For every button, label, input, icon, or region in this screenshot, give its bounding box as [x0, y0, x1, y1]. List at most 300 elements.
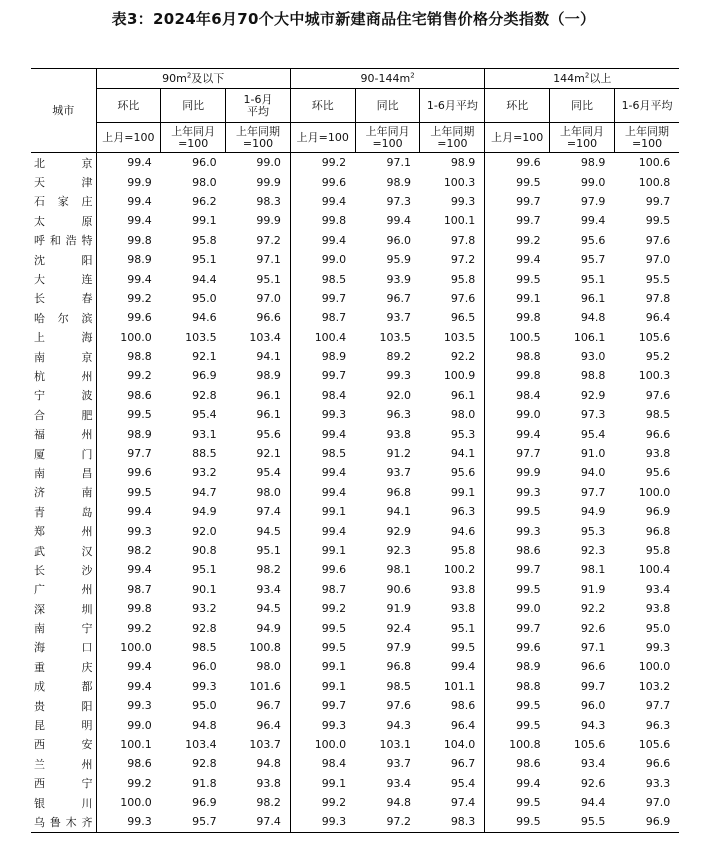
city-name: 深圳	[34, 602, 93, 616]
city-name: 贵阳	[34, 699, 93, 713]
city-name: 杭州	[34, 369, 93, 383]
index-value: 97.6	[645, 388, 671, 402]
index-value: 98.9	[96, 424, 161, 443]
index-value: 99.2	[96, 289, 161, 308]
index-value: 95.5	[550, 812, 615, 832]
index-value: 98.9	[96, 250, 161, 269]
index-value: 97.8	[450, 233, 476, 247]
index-value: 96.9	[192, 369, 217, 383]
table-row	[31, 580, 679, 599]
index-value: 105.6	[638, 737, 671, 751]
table-row	[31, 347, 679, 366]
index-value: 95.1	[192, 253, 217, 267]
index-value: 99.0	[256, 156, 281, 170]
index-value: 98.4	[485, 386, 550, 405]
index-value: 93.2	[192, 602, 217, 616]
index-value: 91.0	[580, 447, 606, 461]
index-value: 103.1	[379, 737, 411, 751]
index-value: 96.9	[645, 505, 671, 519]
index-value: 99.9	[256, 214, 281, 228]
index-value: 98.8	[96, 347, 161, 366]
table-row	[31, 211, 679, 230]
index-value: 95.1	[192, 563, 217, 577]
group-header-medium: $90-144m^2$	[290, 69, 484, 89]
index-value: 99.0	[485, 599, 550, 618]
index-value: 100.4	[290, 328, 355, 347]
index-value: 106.1	[573, 330, 606, 344]
index-value: 92.6	[580, 776, 606, 790]
index-value: 99.9	[96, 172, 161, 191]
index-value: 94.8	[192, 718, 217, 732]
index-value: 96.8	[386, 485, 411, 499]
city-name: 昆明	[34, 719, 93, 733]
city-name: 武汉	[34, 544, 93, 558]
index-value: 100.0	[638, 660, 671, 674]
index-value: 99.4	[96, 211, 161, 230]
city-name: 大连	[34, 273, 93, 287]
index-value: 99.5	[96, 405, 161, 424]
index-value: 95.8	[450, 544, 476, 557]
index-value: 100.9	[443, 369, 476, 383]
index-value: 92.1	[192, 350, 217, 364]
index-value: 98.6	[485, 754, 550, 773]
index-value: 99.5	[450, 640, 476, 654]
index-value: 97.7	[96, 444, 161, 463]
index-value: 99.2	[485, 231, 550, 250]
index-value: 97.9	[386, 640, 411, 654]
index-value: 98.0	[256, 485, 281, 499]
index-value: 95.9	[386, 253, 411, 267]
index-value: 98.5	[645, 408, 671, 422]
index-value: 97.4	[226, 812, 291, 832]
index-value: 99.8	[96, 231, 161, 250]
index-value: 99.1	[450, 485, 476, 499]
city-name: 天津	[34, 176, 93, 190]
index-value: 99.4	[96, 677, 161, 696]
index-value: 99.3	[96, 521, 161, 540]
index-value: 94.9	[256, 621, 281, 635]
index-value: 95.4	[192, 408, 217, 422]
table-row	[31, 153, 679, 173]
index-value: 95.1	[450, 621, 476, 635]
index-value: 96.1	[256, 388, 281, 402]
table-row	[31, 638, 679, 657]
index-value: 91.8	[192, 776, 217, 790]
index-value: 98.3	[256, 194, 281, 208]
index-value: 97.7	[580, 485, 606, 499]
index-value: 99.7	[580, 679, 606, 693]
index-value: 98.5	[290, 444, 355, 463]
index-value: 95.6	[580, 233, 606, 247]
city-name: 西宁	[34, 777, 93, 791]
index-value: 94.7	[192, 485, 217, 499]
index-value: 98.0	[192, 175, 217, 189]
base-header-1: 上月=100	[96, 123, 161, 153]
index-value: 96.0	[192, 660, 217, 674]
index-value: 96.1	[580, 291, 606, 305]
index-value: 99.2	[96, 366, 161, 385]
index-value: 98.1	[386, 563, 411, 577]
index-value: 95.6	[645, 466, 671, 480]
index-value: 92.9	[386, 524, 411, 538]
index-value: 94.1	[386, 505, 411, 519]
base-header-3: 上年同期 =100	[226, 123, 291, 153]
index-value: 88.5	[192, 447, 217, 461]
sub-header-6: 1-6月平均	[420, 89, 485, 123]
index-value: 92.0	[386, 388, 411, 402]
index-value: 98.2	[256, 563, 281, 577]
table-row	[31, 269, 679, 288]
index-value: 93.7	[386, 466, 411, 480]
base-header-6: 上年同期 =100	[420, 123, 485, 153]
index-value: 96.0	[192, 156, 217, 170]
index-value: 99.5	[485, 715, 550, 734]
index-value: 99.2	[290, 599, 355, 618]
city-name: 广州	[34, 583, 93, 597]
city-column-header: 城市	[31, 69, 96, 153]
index-value: 96.1	[450, 388, 476, 402]
table-row	[31, 366, 679, 385]
index-value: 99.4	[96, 657, 161, 676]
city-name: 重庆	[34, 660, 93, 674]
city-name: 海口	[34, 641, 93, 655]
base-header-8: 上年同月 =100	[550, 123, 615, 153]
table-row	[31, 618, 679, 637]
index-value: 99.1	[485, 289, 550, 308]
index-value: 94.9	[192, 505, 217, 519]
index-value: 97.2	[256, 233, 281, 247]
index-value: 94.8	[386, 796, 411, 810]
index-value: 95.5	[645, 272, 671, 286]
table-row	[31, 424, 679, 443]
index-value: 95.4	[450, 776, 476, 790]
index-value: 99.3	[386, 369, 411, 383]
sub-header-4: 环比	[290, 89, 355, 123]
index-value: 95.1	[256, 544, 281, 557]
city-name: 成都	[34, 680, 93, 694]
sub-header-2: 同比	[161, 89, 226, 123]
index-value: 100.8	[638, 175, 671, 189]
index-value: 94.6	[450, 524, 476, 538]
base-header-5: 上年同月 =100	[355, 123, 420, 153]
index-value: 97.2	[450, 253, 476, 267]
city-name: 长春	[34, 292, 93, 306]
index-value: 99.3	[485, 521, 550, 540]
index-value: 95.6	[450, 466, 476, 480]
index-value: 104.0	[443, 737, 476, 751]
index-value: 98.9	[450, 156, 476, 170]
index-value: 98.2	[256, 796, 281, 810]
index-value: 99.7	[290, 366, 355, 385]
index-value: 97.4	[256, 505, 281, 519]
index-value: 96.6	[256, 311, 281, 325]
city-name: 石家庄	[34, 195, 93, 209]
index-value: 101.1	[443, 679, 476, 693]
index-value: 97.0	[645, 253, 671, 267]
index-value: 99.6	[290, 560, 355, 579]
index-value: 95.1	[580, 272, 606, 286]
index-value: 98.8	[485, 677, 550, 696]
index-value: 90.8	[192, 544, 217, 557]
index-value: 99.8	[485, 366, 550, 385]
city-name: 郑州	[34, 525, 93, 539]
index-value: 100.1	[443, 214, 476, 228]
index-value: 101.6	[249, 679, 281, 693]
index-value: 99.3	[96, 696, 161, 715]
index-value: 93.8	[256, 776, 281, 790]
index-value: 100.2	[443, 563, 476, 577]
index-value: 99.4	[290, 424, 355, 443]
index-value: 98.5	[290, 269, 355, 288]
index-value: 96.7	[256, 699, 281, 713]
index-value: 95.2	[645, 350, 671, 364]
city-name: 上海	[34, 331, 93, 345]
table-row	[31, 250, 679, 269]
index-value: 93.4	[645, 582, 671, 596]
index-value: 99.4	[450, 660, 476, 674]
index-value: 99.0	[580, 175, 606, 189]
index-value: 99.4	[290, 192, 355, 211]
index-value: 94.8	[580, 311, 606, 325]
index-value: 94.4	[192, 272, 217, 286]
table-row	[31, 502, 679, 521]
city-name: 沈阳	[34, 253, 93, 267]
index-value: 94.5	[256, 524, 281, 538]
index-value: 94.5	[256, 602, 281, 616]
index-value: 99.4	[485, 424, 550, 443]
index-value: 93.8	[450, 602, 476, 616]
index-value: 98.9	[256, 369, 281, 383]
index-value: 93.0	[580, 350, 606, 364]
index-value: 97.6	[386, 699, 411, 713]
index-value: 94.4	[580, 796, 606, 810]
table-row	[31, 715, 679, 734]
index-value: 95.7	[161, 812, 226, 832]
index-value: 91.9	[386, 602, 411, 616]
index-value: 100.0	[96, 638, 161, 657]
index-value: 95.4	[580, 427, 606, 441]
city-name: 南宁	[34, 622, 93, 636]
index-value: 99.6	[485, 638, 550, 657]
index-value: 98.6	[96, 386, 161, 405]
index-value: 98.5	[192, 640, 217, 654]
table-row	[31, 560, 679, 579]
index-value: 95.7	[580, 253, 606, 267]
index-value: 103.2	[638, 679, 671, 693]
index-value: 98.9	[386, 175, 411, 189]
index-value: 98.5	[386, 679, 411, 693]
index-value: 97.1	[256, 253, 281, 267]
table-row	[31, 386, 679, 405]
index-value: 96.6	[645, 427, 671, 441]
index-value: 93.2	[192, 466, 217, 480]
table-row	[31, 677, 679, 696]
index-value: 99.3	[290, 812, 355, 832]
table-row	[31, 405, 679, 424]
table-row	[31, 521, 679, 540]
index-value: 95.6	[256, 427, 281, 441]
index-value: 94.8	[256, 757, 281, 771]
index-value: 96.3	[450, 505, 476, 519]
index-value: 99.5	[485, 269, 550, 288]
index-value: 99.5	[485, 793, 550, 812]
index-value: 99.5	[485, 502, 550, 521]
table-row	[31, 231, 679, 250]
city-name: 西安	[34, 738, 93, 752]
index-value: 97.3	[386, 194, 411, 208]
table-row	[31, 754, 679, 773]
base-header-7: 上月=100	[485, 123, 550, 153]
city-name: 北京	[34, 156, 93, 170]
index-value: 99.7	[290, 696, 355, 715]
index-value: 92.8	[192, 757, 217, 771]
city-name: 南昌	[34, 466, 93, 480]
city-name: 宁波	[34, 389, 93, 403]
index-value: 94.6	[192, 311, 217, 325]
base-header-9: 上年同期 =100	[614, 123, 679, 153]
city-name: 济南	[34, 486, 93, 500]
index-value: 98.9	[485, 657, 550, 676]
index-value: 99.1	[290, 677, 355, 696]
index-value: 95.8	[192, 233, 217, 247]
index-value: 99.2	[290, 153, 355, 173]
index-value: 98.1	[580, 563, 606, 577]
index-value: 99.4	[96, 560, 161, 579]
index-value: 99.8	[485, 308, 550, 327]
index-value: 99.7	[290, 289, 355, 308]
index-value: 99.0	[485, 405, 550, 424]
city-name: 银川	[34, 796, 93, 810]
index-value: 100.0	[638, 485, 671, 499]
index-value: 99.3	[450, 194, 476, 208]
index-value: 98.2	[96, 541, 161, 560]
index-value: 94.1	[450, 447, 476, 461]
table-row	[31, 483, 679, 502]
index-value: 99.4	[96, 502, 161, 521]
index-value: 103.5	[185, 330, 217, 344]
index-value: 99.4	[485, 250, 550, 269]
index-value: 99.0	[96, 715, 161, 734]
table-title: 表3：2024年6月70个大中城市新建商品住宅销售价格分类指数（一）	[111, 10, 596, 28]
index-value: 100.5	[485, 328, 550, 347]
sub-header-5: 同比	[355, 89, 420, 123]
index-value: 99.8	[96, 599, 161, 618]
index-value: 92.3	[386, 544, 411, 557]
index-value: 99.9	[485, 463, 550, 482]
index-value: 99.4	[290, 483, 355, 502]
index-value: 95.0	[192, 291, 217, 305]
index-value: 99.3	[485, 483, 550, 502]
index-value: 100.6	[638, 156, 671, 170]
index-value: 99.4	[290, 521, 355, 540]
index-value: 98.6	[96, 754, 161, 773]
index-value: 92.4	[386, 621, 411, 635]
index-value: 103.5	[443, 330, 476, 344]
index-value: 99.6	[485, 153, 550, 173]
table-row	[31, 444, 679, 463]
index-value: 96.8	[386, 660, 411, 674]
index-value: 99.2	[96, 774, 161, 793]
index-value: 93.8	[386, 427, 411, 441]
index-value: 99.1	[192, 214, 217, 228]
index-value: 98.3	[420, 812, 485, 832]
table-row	[31, 774, 679, 793]
index-value: 96.3	[386, 408, 411, 422]
index-value: 96.7	[386, 291, 411, 305]
group-header-small: $90m^2$及以下	[96, 69, 290, 89]
index-value: 95.0	[645, 621, 671, 635]
index-value: 98.6	[485, 541, 550, 560]
index-value: 97.8	[645, 291, 671, 305]
index-value: 105.6	[638, 330, 671, 344]
index-value: 93.8	[645, 602, 671, 616]
index-value: 96.2	[192, 194, 217, 208]
index-value: 99.5	[485, 812, 550, 832]
index-value: 99.7	[485, 618, 550, 637]
index-value: 96.4	[256, 718, 281, 732]
index-value: 90.6	[386, 582, 411, 596]
index-value: 100.0	[96, 793, 161, 812]
index-value: 103.4	[185, 737, 217, 751]
index-value: 93.1	[192, 427, 217, 441]
index-value: 97.1	[580, 640, 606, 654]
table-row	[31, 328, 679, 347]
index-value: 96.5	[450, 311, 476, 325]
sub-header-1: 环比	[96, 89, 161, 123]
index-value: 97.1	[386, 156, 411, 170]
index-value: 99.1	[290, 774, 355, 793]
index-value: 99.4	[485, 774, 550, 793]
index-value: 99.4	[96, 153, 161, 173]
index-value: 99.5	[290, 638, 355, 657]
index-value: 96.4	[450, 718, 476, 732]
index-value: 97.9	[580, 194, 606, 208]
city-name: 厦门	[34, 447, 93, 461]
index-value: 92.0	[192, 524, 217, 538]
index-value: 99.4	[290, 231, 355, 250]
index-value: 105.6	[573, 737, 606, 751]
index-value: 93.7	[386, 311, 411, 325]
index-value: 99.5	[96, 483, 161, 502]
city-name: 哈尔滨	[34, 311, 93, 325]
index-value: 94.1	[256, 350, 281, 364]
index-value: 92.2	[450, 350, 476, 364]
sub-header-7: 环比	[485, 89, 550, 123]
index-value: 89.2	[386, 350, 411, 364]
index-value: 99.0	[290, 250, 355, 269]
index-value: 99.5	[645, 214, 671, 228]
city-name: 兰州	[34, 757, 93, 771]
index-value: 98.7	[96, 580, 161, 599]
index-value: 100.3	[638, 369, 671, 383]
index-value: 92.3	[580, 544, 606, 557]
index-value: 99.6	[96, 308, 161, 327]
index-value: 99.6	[290, 172, 355, 191]
index-value: 100.0	[96, 328, 161, 347]
index-value: 92.8	[192, 621, 217, 635]
table-row	[31, 793, 679, 812]
index-value: 95.3	[450, 427, 476, 441]
index-value: 99.4	[96, 269, 161, 288]
index-value: 103.5	[379, 330, 411, 344]
index-value: 98.6	[450, 699, 476, 713]
table-row	[31, 541, 679, 560]
index-value: 99.5	[485, 172, 550, 191]
index-value: 96.4	[645, 311, 671, 325]
index-value: 97.0	[645, 796, 671, 810]
city-name: 福州	[34, 428, 93, 442]
index-value: 93.3	[645, 776, 671, 790]
